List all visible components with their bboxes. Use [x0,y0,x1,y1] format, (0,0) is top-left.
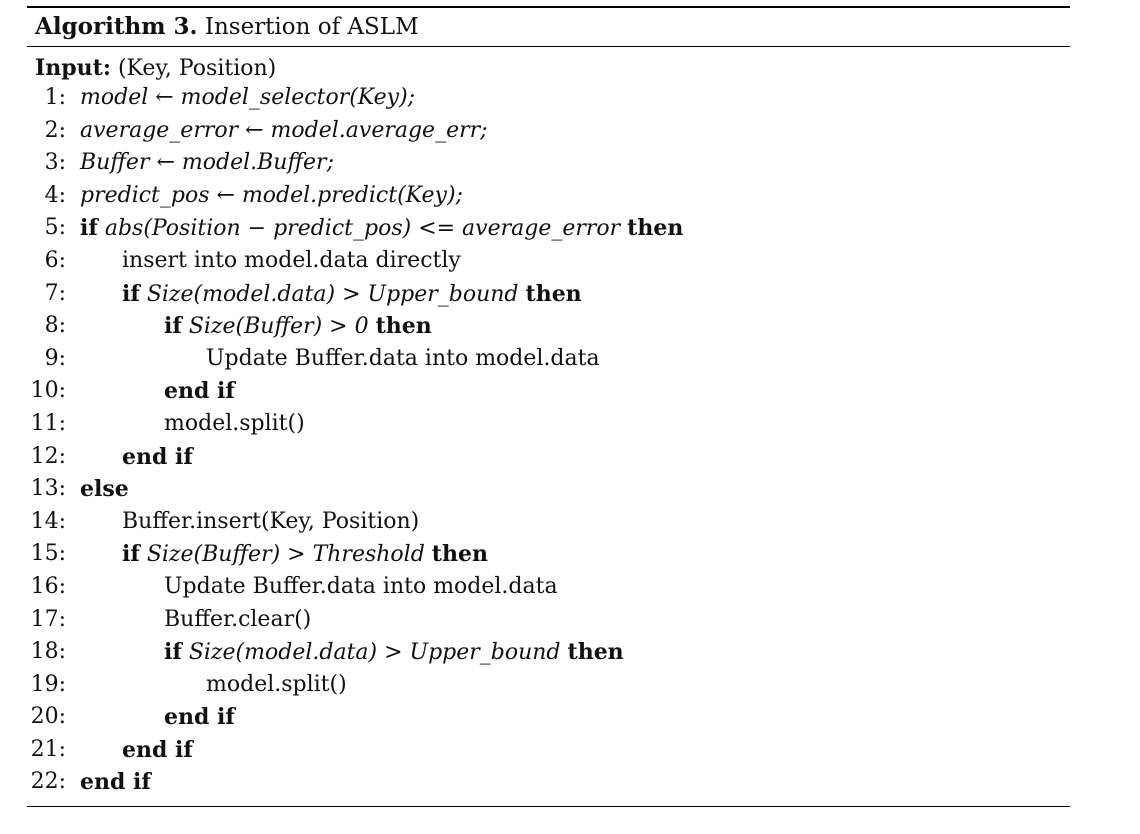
keyword: if [122,541,140,568]
line-number: 4: [44,182,66,208]
keyword: else [80,476,129,503]
line-number: 11: [30,410,66,436]
line-text: Update Buffer.data into model.data [206,345,600,371]
algorithm-line [0,212,1140,245]
line-text: Size(Buffer) > Threshold [146,542,425,568]
line-text: predict_pos ← model.predict(Key); [80,182,463,208]
line-code [122,506,419,538]
algorithm-line [0,636,1140,669]
algorithm-line [0,766,1140,799]
keyword: if [164,313,182,340]
keyword: end if [164,378,235,405]
line-code [122,538,488,571]
algorithm-name: Insertion of ASLM [204,14,419,40]
line-number: 2: [44,117,66,143]
keyword: end if [122,736,193,763]
line-text: model.split() [206,671,347,697]
keyword: if [80,215,98,242]
line-text: Buffer.clear() [164,606,312,632]
algorithm-line [0,734,1140,767]
line-number: 16: [30,573,66,599]
line-text: Buffer ← model.Buffer; [80,150,334,176]
line-number: 15: [30,541,66,567]
line-number: 19: [30,671,66,697]
algorithm-line [0,701,1140,734]
algorithm-line [0,343,1140,376]
algorithm-line [0,245,1140,278]
algorithm-line [0,115,1140,148]
line-number: 3: [44,150,66,176]
line-code [122,245,461,277]
keyword: end if [122,443,193,470]
algorithm-line [0,669,1140,702]
algorithm-line [0,473,1140,506]
algorithm-line [0,408,1140,441]
algorithm-line [0,441,1140,474]
line-number: 14: [30,508,66,534]
algorithm-label: Algorithm 3. [35,13,198,40]
line-code [122,441,193,474]
line-text: Size(model.data) > Upper_bound [188,640,561,666]
line-code [164,636,624,669]
line-text: average_error ← model.average_err; [80,117,488,143]
input-value: (Key, Position) [117,56,277,81]
input-label: Input: [35,55,111,81]
line-text: insert into model.data directly [122,247,461,273]
algorithm-line [0,571,1140,604]
line-number: 21: [30,736,66,762]
line-number: 1: [44,85,66,110]
keyword: if [164,639,182,666]
line-code [80,473,129,506]
line-number: 12: [30,443,66,469]
keyword: then [525,280,582,307]
keyword: end if [80,769,151,796]
algorithm-line [0,506,1140,539]
line-code [80,115,488,147]
algorithm-line [0,278,1140,311]
algorithm-lines [0,82,1140,799]
line-number: 7: [44,280,66,306]
line-number: 6: [44,247,66,273]
input-line [35,53,276,84]
line-code [80,147,334,179]
header-rule [27,46,1070,47]
line-number: 17: [30,606,66,632]
algorithm-line [0,310,1140,343]
line-number: 13: [30,476,66,502]
algorithm-line [0,147,1140,180]
line-text: Size(model.data) > Upper_bound [146,281,519,307]
keyword: end if [164,704,235,731]
line-number: 9: [44,345,66,371]
line-code [122,734,193,767]
keyword: then [567,639,624,666]
line-number: 5: [44,215,66,241]
line-text: Update Buffer.data into model.data [164,573,558,599]
algorithm-line [0,604,1140,637]
line-code [80,180,463,212]
keyword: if [122,280,140,307]
line-text: model ← model_selector(Key); [80,85,416,110]
line-code [164,408,305,440]
line-number: 10: [30,378,66,404]
line-code [164,604,311,636]
line-text: Size(Buffer) > 0 [188,314,369,340]
keyword: then [431,541,488,568]
line-number: 22: [30,769,66,795]
algorithm-line [0,538,1140,571]
line-code [206,669,347,701]
top-rule [27,6,1070,8]
line-code [206,343,600,375]
algorithm-title [35,13,419,41]
line-number: 20: [30,704,66,730]
line-text: model.split() [164,410,305,436]
line-code [164,571,558,603]
line-number: 8: [44,313,66,339]
algorithm-line [0,375,1140,408]
keyword: then [627,215,684,242]
line-code [164,375,235,408]
line-code [80,82,415,114]
line-code [80,766,151,799]
algorithm-line [0,82,1140,115]
algorithm-line [0,180,1140,213]
line-code [80,212,683,245]
line-text: Buffer.insert(Key, Position) [122,508,420,534]
line-text: abs(Position − predict_pos) <= average_error [104,216,621,242]
line-code [164,310,432,343]
bottom-rule [27,806,1070,807]
line-code [164,701,235,734]
keyword: then [375,313,432,340]
line-code [122,278,582,311]
line-number: 18: [30,639,66,665]
